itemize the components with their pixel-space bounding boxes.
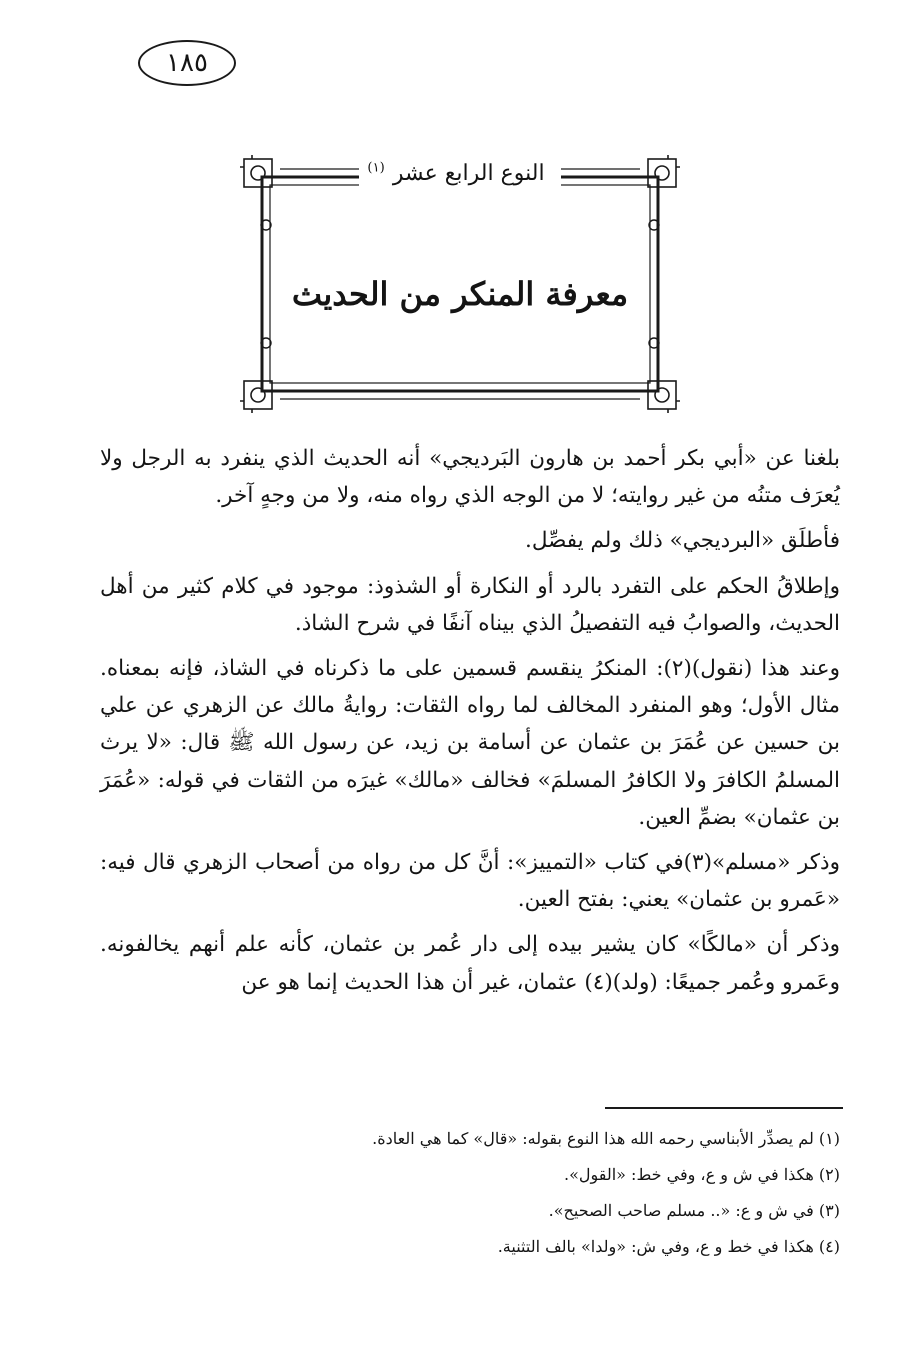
paragraph: بلغنا عن «أبي بكر أحمد بن هارون البَرديجي» أنه الحديث الذي ينفرد به الرجل ولا يُعرَف متنُه من غير روايته؛ لا من الوجه الذي رواه منه، ولا من وجهٍ آخر. <box>100 446 840 509</box>
footnotes <box>140 1128 840 1272</box>
paragraph: وإطلاقُ الحكم على التفرد بالرد أو النكارة أو الشذوذ: موجود في كلام كثير من أهل الحديث، والصوابُ فيه التفصيلُ الذي بيناه آنفًا في شرح الشاذ. <box>100 573 840 636</box>
footnote: (٢) هكذا في ش و ع، وفي خط: «القول». <box>564 1165 840 1184</box>
page-number: ١٨٥ <box>138 40 236 86</box>
chapter-subtitle-text: النوع الرابع عشر <box>385 161 553 186</box>
footnote: (١) لم يصدِّر الأبناسي رحمه الله هذا النوع بقوله: «قال» كما هي العادة. <box>372 1129 840 1148</box>
footnote: (٣) في ش و ع: «.. مسلم صاحب الصحيح». <box>548 1201 840 1220</box>
chapter-title: معرفة المنكر من الحديث <box>291 275 629 313</box>
chapter-subtitle <box>240 161 680 186</box>
footnote: (٤) هكذا في خط و ع، وفي ش: «ولدا» بالف التثنية. <box>497 1237 840 1256</box>
footnote-separator <box>605 1107 843 1109</box>
paragraph: وذكر «مسلم»(٣)في كتاب «التمييز»: أنَّ كل من رواه من أصحاب الزهري قال فيه: «عَمرو بن عثمان» يعني: بفتح العين. <box>100 850 840 913</box>
paragraph: وذكر أن «مالكًا» كان يشير بيده إلى دار عُمر بن عثمان، كأنه علم أنهم يخالفونه. وعَمرو وعُمر جميعًا: (ولد)(٤) عثمان، غير أن هذا الحديث إنما هو عن <box>100 932 840 995</box>
paragraph: فأطلَق «البرديجي» ذلك ولم يفصِّل. <box>525 528 840 554</box>
paragraph: وعند هذا (نقول)(٢): المنكرُ ينقسم قسمين على ما ذكرناه في الشاذ، فإنه بمعناه. مثال الأول؛ وهو المنفرد المخالف لما رواه الثقات: روايةُ مالك عن الزهري عن علي بن حسين عن عُمَرَ بن عثمان عن أسامة بن زيد، عن رسول الله ﷺ قال: «لا يرث المسلمُ الكافرَ ولا الكافرُ المسلمَ» فخالف «مالك» غيرَه من الثقات في قوله: «عُمَرَ بن عثمان» بضمِّ العين. <box>100 656 840 830</box>
footnote-ref-1: (١) <box>367 161 385 176</box>
chapter-heading-frame <box>240 155 680 413</box>
main-text <box>100 440 840 1009</box>
